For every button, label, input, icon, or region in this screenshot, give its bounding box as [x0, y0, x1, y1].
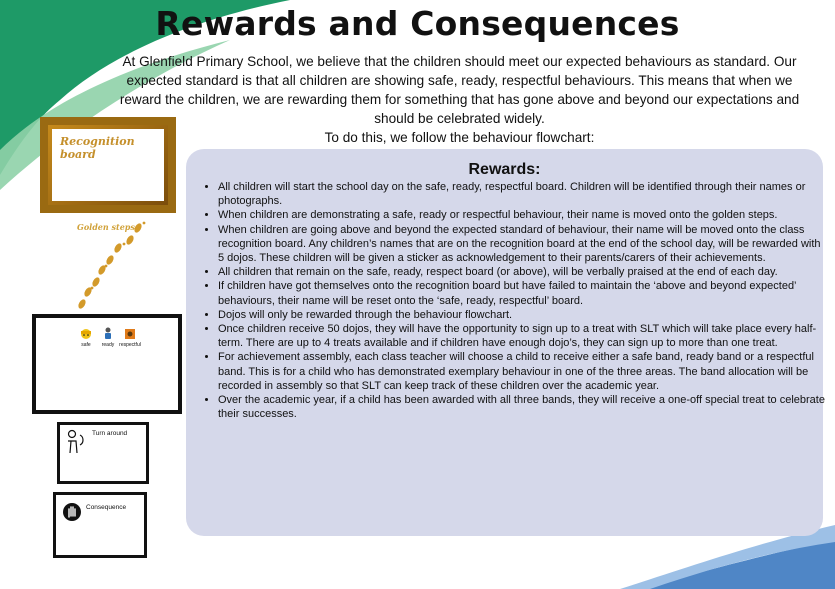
recognition-board-inner	[52, 129, 164, 201]
recognition-board-image	[40, 117, 176, 213]
turn-around-label: Turn around	[92, 430, 128, 437]
list-item: • Over the academic year, if a child has been awarded with all three bands, they will receive a one-off special treat to celebrate their successes.	[218, 393, 828, 421]
turn-around-icon	[64, 429, 86, 455]
list-item: • All children will start the school day on the safe, ready, respectful board. Children will be identified through their names or photographs.	[218, 180, 828, 208]
respectful-item	[110, 326, 150, 348]
safe-label: safe	[81, 342, 91, 348]
list-item: • Dojos will only be rewarded through the behaviour flowchart.	[218, 308, 828, 322]
safe-ready-respectful-board	[32, 314, 182, 414]
list-item: • If children have got themselves onto the recognition board but have failed to maintain the ‘above and beyond expected’ behaviours, their name will be reset onto the ‘safe, ready, respectful’ board.	[218, 279, 828, 307]
rewards-title: Rewards:	[468, 161, 541, 178]
rewards-panel	[186, 149, 823, 536]
respectful-label: respectful	[119, 342, 141, 348]
ready-label: ready	[101, 342, 115, 348]
stop-hand-icon	[62, 502, 82, 522]
rewards-list	[202, 180, 828, 421]
list-item: • When children are demonstrating a safe, ready or respectful behaviour, their name is moved onto the golden steps.	[218, 208, 828, 222]
list-item: • All children that remain on the safe, ready, respect board (or above), will be verbally praised at the end of each day.	[218, 265, 828, 279]
turn-around-board	[57, 422, 149, 484]
intro-line: reward the children, we are rewarding them for something that has gone above and beyond our expectations and	[119, 92, 800, 107]
intro-paragraph	[84, 52, 835, 147]
recognition-board-label: Recognition board	[60, 135, 135, 161]
list-item: • For achievement assembly, each class teacher will choose a child to receive either a safe band, ready band or a respectful band. This is for a child who has demonstrated exemplary behaviour in one of the three areas. The band allocation will be recorded in assembly so that SLT can keep track of these children over the academic year.	[218, 350, 828, 393]
intro-line: expected standard is that all children are showing safe, ready, respectful behaviours. This means that when we	[126, 73, 793, 88]
consequence-board	[53, 492, 147, 558]
intro-line: At Glenfield Primary School, we believe that the children should meet our expected behaviours as standard. Our	[122, 54, 797, 69]
page-title: Rewards and Consequences	[155, 4, 680, 43]
list-item: • When children are going above and beyond the expected standard of behaviour, their name will be moved onto the class recognition board. Any children’s names that are on the recognition board at the end of the school day, will be rewarded with 5 dojos. These children will be given a sticker as acknowledgement to their parents/carers of their achievements.	[218, 223, 828, 266]
intro-line: To do this, we follow the behaviour flowchart:	[324, 130, 595, 145]
footprints-icon	[68, 218, 160, 314]
respectful-icon	[123, 326, 137, 340]
consequence-label: Consequence	[86, 504, 127, 511]
intro-line: should be celebrated widely.	[374, 111, 545, 126]
golden-steps-label: Golden steps	[77, 222, 135, 232]
list-item: • Once children receive 50 dojos, they will have the opportunity to sign up to a treat with SLT which will take place every half-term. There are up to 4 treats available and if children have enough dojo’s, they can sign up to more than one treat.	[218, 322, 828, 350]
